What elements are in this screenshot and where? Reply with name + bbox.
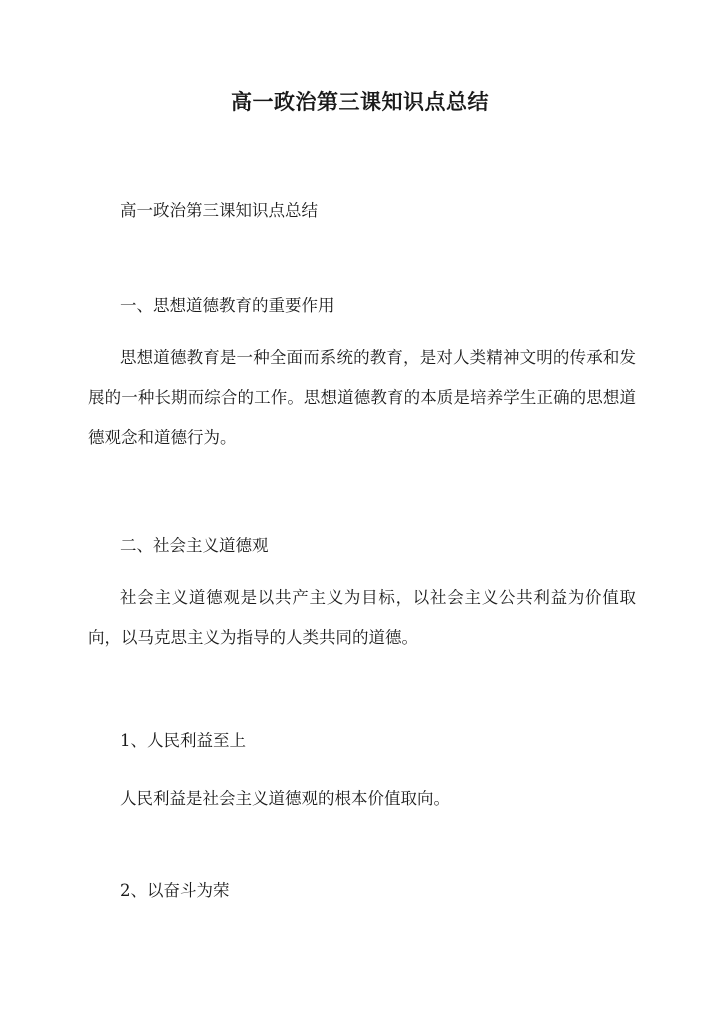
item1-heading: 1、人民利益至上 — [120, 731, 246, 750]
section1-heading: 一、思想道德教育的重要作用 — [120, 296, 335, 315]
section2-paragraph: 社会主义道德观是以共产主义为目标，以社会主义公共利益为价值取向，以马克思主义为指导的人类共同的道德。 — [88, 588, 636, 647]
document-title: 高一政治第三课知识点总结 — [231, 89, 489, 114]
document-subtitle: 高一政治第三课知识点总结 — [120, 201, 318, 220]
item1-paragraph: 人民利益是社会主义道德观的根本价值取向。 — [120, 789, 450, 808]
item2-heading: 2、以奋斗为荣 — [120, 881, 230, 900]
section2-heading: 二、社会主义道德观 — [120, 536, 269, 555]
section1-paragraph: 思想道德教育是一种全面而系统的教育，是对人类精神文明的传承和发展的一种长期而综合的工作。思想道德教育的本质是培养学生正确的思想道德观念和道德行为。 — [88, 348, 636, 447]
